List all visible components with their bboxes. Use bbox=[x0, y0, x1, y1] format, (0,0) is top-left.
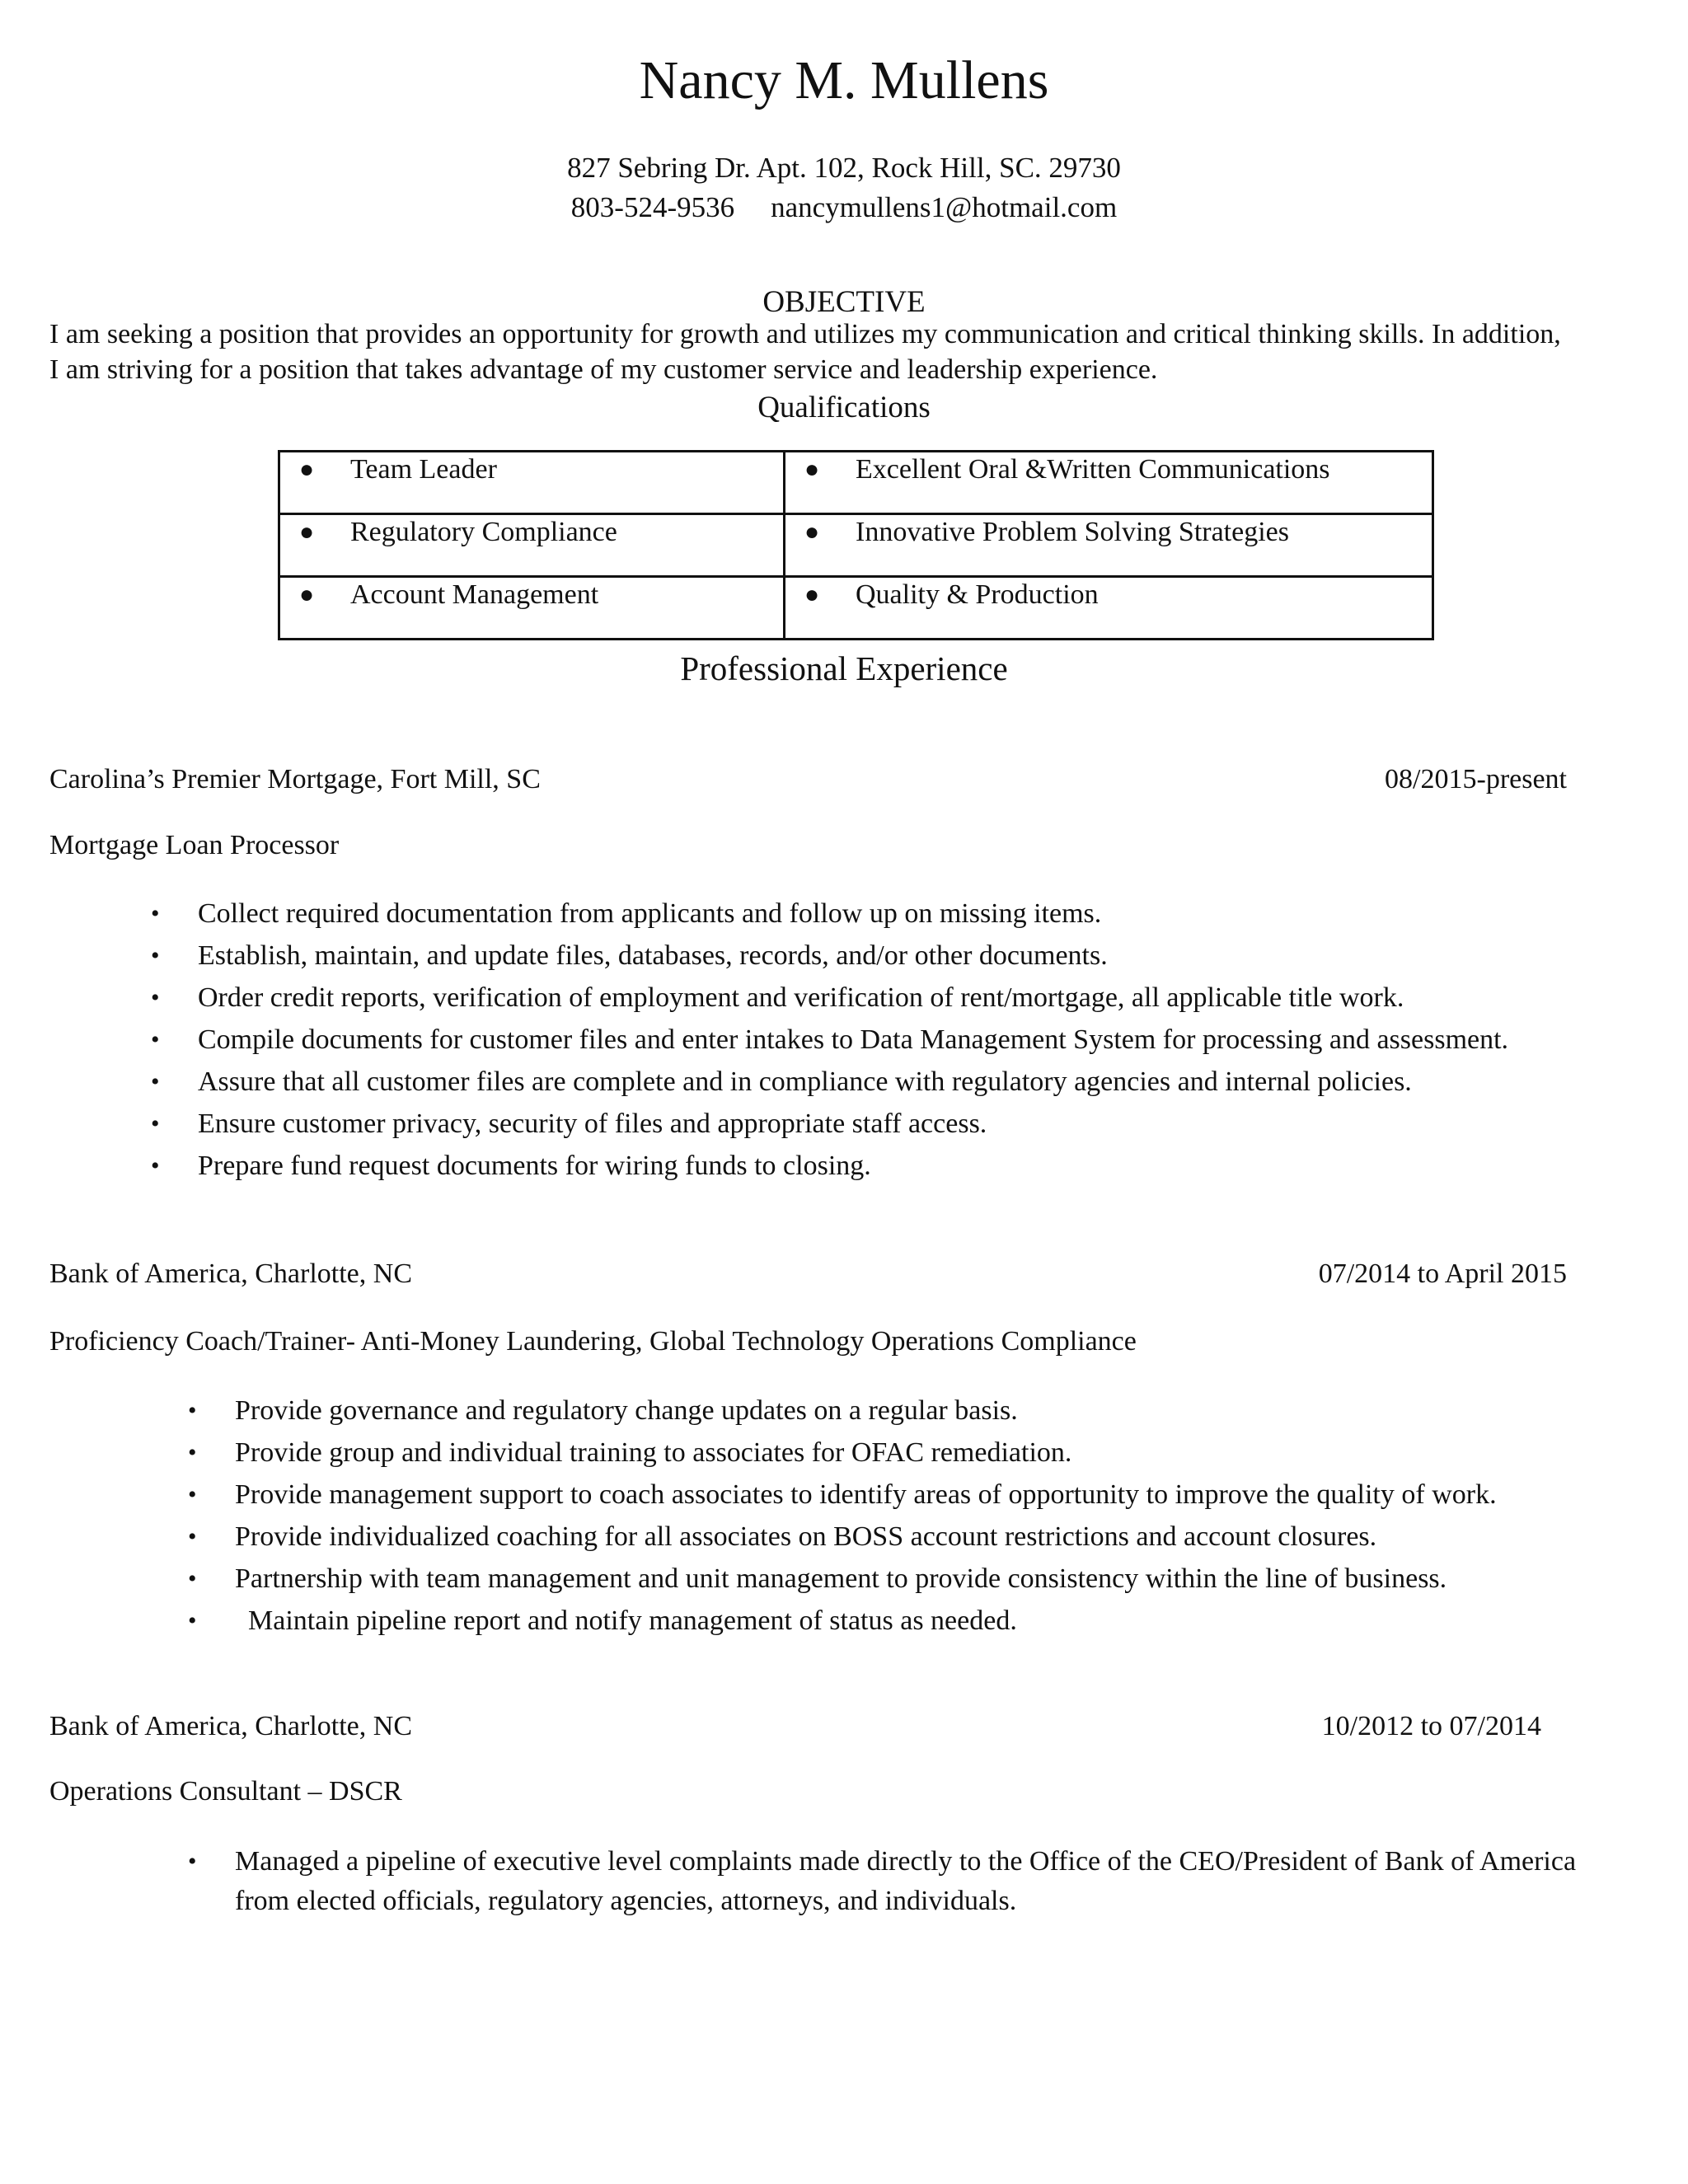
candidate-name: Nancy M. Mullens bbox=[639, 50, 1049, 110]
qualification-cell bbox=[785, 452, 1433, 514]
bullet-icon: • bbox=[151, 1026, 160, 1053]
bullet-icon: • bbox=[188, 1481, 197, 1508]
job-company: Carolina’s Premier Mortgage, Fort Mill, SC bbox=[49, 764, 541, 794]
job-company: Bank of America, Charlotte, NC bbox=[49, 1711, 413, 1741]
list-item: • Provide individualized coaching for all associates on BOSS account restrictions and account closures. bbox=[235, 1516, 1497, 1558]
objective-line-1: I am seeking a position that provides an opportunity for growth and utilizes my communication and critical thinking skills. In addition, bbox=[49, 319, 1561, 349]
contact-email: nancymullens1@hotmail.com bbox=[771, 191, 1118, 223]
job-dates: 10/2012 to 07/2014 bbox=[1321, 1711, 1541, 1741]
qualification-cell bbox=[279, 514, 785, 577]
qualification-text: Excellent Oral &Written Communications bbox=[856, 454, 1330, 485]
job-dates: 07/2014 to April 2015 bbox=[1318, 1258, 1567, 1289]
list-item: • Prepare fund request documents for wiring funds to closing. bbox=[198, 1145, 1508, 1187]
contact-line bbox=[0, 190, 1688, 226]
job-duties-list bbox=[188, 1842, 1587, 1921]
bullet-icon: • bbox=[188, 1439, 197, 1466]
bullet-icon: • bbox=[151, 984, 160, 1011]
bullet-icon: • bbox=[151, 900, 160, 927]
qualification-text: Quality & Production bbox=[856, 579, 1099, 610]
experience-heading: Professional Experience bbox=[680, 649, 1008, 687]
qualification-cell bbox=[785, 577, 1433, 640]
job-dates: 08/2015-present bbox=[1385, 764, 1567, 794]
qualifications-row bbox=[279, 577, 1433, 640]
list-item: • Partnership with team management and unit management to provide consistency within the line of business. bbox=[235, 1558, 1497, 1600]
qualifications-row bbox=[279, 452, 1433, 514]
bullet-icon: ● bbox=[299, 518, 315, 546]
objective-line-2: I am striving for a position that takes advantage of my customer service and leadership experience. bbox=[49, 354, 1158, 385]
bullet-icon: ● bbox=[299, 581, 315, 608]
contact-phone: 803-524-9536 bbox=[570, 191, 735, 223]
qualification-text: Team Leader bbox=[350, 454, 497, 485]
list-item: • Assure that all customer files are complete and in compliance with regulatory agencies and internal policies. bbox=[198, 1061, 1508, 1103]
bullet-icon: • bbox=[188, 1397, 197, 1424]
objective-heading: OBJECTIVE bbox=[762, 285, 926, 319]
job-duties-list bbox=[188, 1390, 1497, 1642]
list-item: • Managed a pipeline of executive level complaints made directly to the Office of the CEO/President of Bank of America from elected officials, regulatory agencies, attorneys, and individuals. bbox=[235, 1842, 1587, 1921]
qualifications-table bbox=[278, 450, 1434, 640]
job-duties-list bbox=[151, 893, 1509, 1187]
list-item: • Compile documents for customer files and enter intakes to Data Management System for processing and assessment. bbox=[198, 1019, 1508, 1061]
list-item: • Establish, maintain, and update files, databases, records, and/or other documents. bbox=[198, 935, 1508, 977]
qualification-text: Regulatory Compliance bbox=[350, 517, 617, 547]
qualifications-heading: Qualifications bbox=[757, 391, 931, 424]
list-item: • Provide governance and regulatory change updates on a regular basis. bbox=[235, 1390, 1497, 1432]
job-role: Proficiency Coach/Trainer- Anti-Money Laundering, Global Technology Operations Compliance bbox=[49, 1326, 1137, 1357]
list-item: • Ensure customer privacy, security of files and appropriate staff access. bbox=[198, 1103, 1508, 1145]
list-item: • Provide group and individual training to associates for OFAC remediation. bbox=[235, 1432, 1497, 1474]
bullet-icon: ● bbox=[804, 518, 820, 546]
list-item: • Collect required documentation from applicants and follow up on missing items. bbox=[198, 893, 1508, 935]
qualification-cell bbox=[279, 577, 785, 640]
qualification-cell bbox=[785, 514, 1433, 577]
bullet-icon: • bbox=[151, 1110, 160, 1137]
bullet-icon: • bbox=[151, 1068, 160, 1095]
qualification-text: Innovative Problem Solving Strategies bbox=[856, 517, 1289, 547]
contact-address: 827 Sebring Dr. Apt. 102, Rock Hill, SC. 29730 bbox=[567, 152, 1121, 184]
bullet-icon: ● bbox=[804, 581, 820, 608]
bullet-icon: ● bbox=[804, 456, 820, 483]
qualification-text: Account Management bbox=[350, 579, 599, 610]
job-role: Mortgage Loan Processor bbox=[49, 830, 340, 860]
bullet-icon: • bbox=[151, 1152, 160, 1179]
job-role: Operations Consultant – DSCR bbox=[49, 1776, 402, 1807]
list-item: • Maintain pipeline report and notify management of status as needed. bbox=[235, 1600, 1497, 1642]
list-item: • Provide management support to coach associates to identify areas of opportunity to improve the quality of work. bbox=[235, 1474, 1497, 1516]
qualifications-row bbox=[279, 514, 1433, 577]
list-item: • Order credit reports, verification of employment and verification of rent/mortgage, all applicable title work. bbox=[198, 977, 1508, 1019]
bullet-icon: • bbox=[151, 942, 160, 969]
bullet-icon: • bbox=[188, 1565, 197, 1592]
qualification-cell bbox=[279, 452, 785, 514]
bullet-icon: ● bbox=[299, 456, 315, 483]
bullet-icon: • bbox=[188, 1848, 197, 1875]
bullet-icon: • bbox=[188, 1523, 197, 1550]
job-company: Bank of America, Charlotte, NC bbox=[49, 1258, 413, 1289]
bullet-icon: • bbox=[188, 1607, 197, 1634]
